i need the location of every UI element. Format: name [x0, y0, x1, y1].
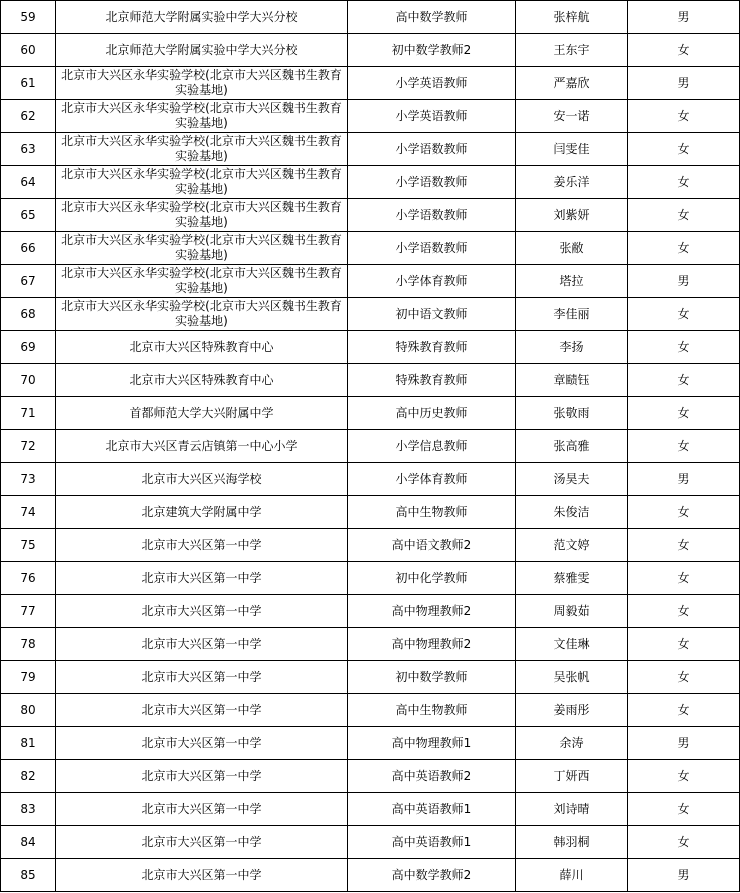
table-row	[1, 1, 740, 34]
table-row	[1, 265, 740, 298]
table-row	[1, 562, 740, 595]
table-row	[1, 133, 740, 166]
cell-name: 李佳丽	[516, 298, 628, 331]
cell-school: 北京市大兴区第一中学	[56, 661, 348, 694]
cell-position: 小学英语教师	[348, 100, 516, 133]
cell-school: 北京市大兴区第一中学	[56, 529, 348, 562]
cell-number: 63	[1, 133, 56, 166]
cell-name: 张高雅	[516, 430, 628, 463]
cell-position: 高中数学教师	[348, 1, 516, 34]
cell-gender: 女	[628, 232, 740, 265]
cell-gender: 女	[628, 529, 740, 562]
table-row	[1, 397, 740, 430]
table-row	[1, 859, 740, 892]
cell-position: 小学语数教师	[348, 166, 516, 199]
table-row	[1, 232, 740, 265]
cell-school: 北京市大兴区第一中学	[56, 826, 348, 859]
table-row	[1, 67, 740, 100]
cell-gender: 女	[628, 100, 740, 133]
cell-number: 69	[1, 331, 56, 364]
cell-name: 朱俊洁	[516, 496, 628, 529]
cell-gender: 女	[628, 364, 740, 397]
roster-body	[1, 1, 740, 892]
cell-school: 北京市大兴区第一中学	[56, 694, 348, 727]
cell-number: 68	[1, 298, 56, 331]
cell-name: 刘紫妍	[516, 199, 628, 232]
table-row	[1, 628, 740, 661]
cell-number: 75	[1, 529, 56, 562]
cell-position: 特殊教育教师	[348, 331, 516, 364]
cell-school: 北京市大兴区第一中学	[56, 859, 348, 892]
cell-school: 北京市大兴区特殊教育中心	[56, 331, 348, 364]
cell-school: 北京建筑大学附属中学	[56, 496, 348, 529]
table-row	[1, 430, 740, 463]
cell-name: 吴张帆	[516, 661, 628, 694]
cell-number: 85	[1, 859, 56, 892]
cell-position: 小学体育教师	[348, 463, 516, 496]
cell-number: 76	[1, 562, 56, 595]
cell-school: 北京市大兴区青云店镇第一中心小学	[56, 430, 348, 463]
cell-gender: 女	[628, 628, 740, 661]
table-row	[1, 793, 740, 826]
cell-gender: 女	[628, 34, 740, 67]
cell-school: 北京市大兴区永华实验学校(北京市大兴区魏书生教育实验基地)	[56, 298, 348, 331]
cell-position: 高中英语教师2	[348, 760, 516, 793]
cell-gender: 女	[628, 496, 740, 529]
cell-number: 61	[1, 67, 56, 100]
cell-name: 刘诗晴	[516, 793, 628, 826]
cell-name: 李扬	[516, 331, 628, 364]
table-row	[1, 694, 740, 727]
table-row	[1, 529, 740, 562]
table-row	[1, 100, 740, 133]
cell-gender: 男	[628, 859, 740, 892]
cell-gender: 女	[628, 430, 740, 463]
cell-position: 高中生物教师	[348, 694, 516, 727]
cell-position: 小学语数教师	[348, 133, 516, 166]
cell-name: 蔡雅雯	[516, 562, 628, 595]
cell-position: 高中英语教师1	[348, 793, 516, 826]
table-row	[1, 496, 740, 529]
cell-number: 78	[1, 628, 56, 661]
table-row	[1, 364, 740, 397]
cell-number: 64	[1, 166, 56, 199]
cell-school: 北京市大兴区特殊教育中心	[56, 364, 348, 397]
cell-position: 高中数学教师2	[348, 859, 516, 892]
cell-number: 77	[1, 595, 56, 628]
cell-name: 周毅茹	[516, 595, 628, 628]
cell-school: 北京师范大学附属实验中学大兴分校	[56, 1, 348, 34]
cell-gender: 男	[628, 727, 740, 760]
cell-school: 北京市大兴区永华实验学校(北京市大兴区魏书生教育实验基地)	[56, 100, 348, 133]
cell-gender: 女	[628, 199, 740, 232]
cell-gender: 女	[628, 793, 740, 826]
cell-number: 72	[1, 430, 56, 463]
cell-number: 83	[1, 793, 56, 826]
cell-gender: 男	[628, 463, 740, 496]
cell-number: 67	[1, 265, 56, 298]
cell-school: 北京市大兴区第一中学	[56, 628, 348, 661]
table-row	[1, 760, 740, 793]
cell-position: 小学英语教师	[348, 67, 516, 100]
cell-number: 84	[1, 826, 56, 859]
cell-name: 姜乐洋	[516, 166, 628, 199]
cell-name: 范文婷	[516, 529, 628, 562]
cell-name: 张敬雨	[516, 397, 628, 430]
cell-name: 薛川	[516, 859, 628, 892]
cell-name: 余涛	[516, 727, 628, 760]
cell-name: 汤昊夫	[516, 463, 628, 496]
cell-number: 70	[1, 364, 56, 397]
cell-position: 高中物理教师2	[348, 628, 516, 661]
cell-school: 北京市大兴区第一中学	[56, 562, 348, 595]
cell-school: 北京市大兴区永华实验学校(北京市大兴区魏书生教育实验基地)	[56, 265, 348, 298]
table-row	[1, 826, 740, 859]
cell-number: 73	[1, 463, 56, 496]
cell-position: 高中历史教师	[348, 397, 516, 430]
cell-number: 82	[1, 760, 56, 793]
cell-name: 文佳琳	[516, 628, 628, 661]
cell-name: 张梓航	[516, 1, 628, 34]
cell-position: 小学体育教师	[348, 265, 516, 298]
cell-gender: 女	[628, 298, 740, 331]
cell-gender: 女	[628, 331, 740, 364]
table-row	[1, 298, 740, 331]
cell-position: 初中化学教师	[348, 562, 516, 595]
cell-number: 80	[1, 694, 56, 727]
cell-gender: 男	[628, 265, 740, 298]
cell-school: 北京市大兴区永华实验学校(北京市大兴区魏书生教育实验基地)	[56, 232, 348, 265]
cell-name: 安一诺	[516, 100, 628, 133]
cell-gender: 女	[628, 397, 740, 430]
cell-gender: 女	[628, 133, 740, 166]
cell-gender: 女	[628, 760, 740, 793]
cell-number: 60	[1, 34, 56, 67]
cell-school: 北京市大兴区永华实验学校(北京市大兴区魏书生教育实验基地)	[56, 166, 348, 199]
cell-name: 王东宇	[516, 34, 628, 67]
cell-number: 65	[1, 199, 56, 232]
table-row	[1, 331, 740, 364]
cell-position: 高中生物教师	[348, 496, 516, 529]
cell-position: 高中英语教师1	[348, 826, 516, 859]
cell-school: 北京市大兴区永华实验学校(北京市大兴区魏书生教育实验基地)	[56, 199, 348, 232]
cell-number: 59	[1, 1, 56, 34]
cell-number: 62	[1, 100, 56, 133]
table-row	[1, 463, 740, 496]
table-row	[1, 34, 740, 67]
cell-position: 高中物理教师2	[348, 595, 516, 628]
cell-number: 71	[1, 397, 56, 430]
cell-number: 81	[1, 727, 56, 760]
cell-number: 74	[1, 496, 56, 529]
cell-name: 张敝	[516, 232, 628, 265]
cell-name: 闫雯佳	[516, 133, 628, 166]
cell-position: 初中数学教师2	[348, 34, 516, 67]
cell-position: 高中物理教师1	[348, 727, 516, 760]
cell-position: 初中数学教师	[348, 661, 516, 694]
cell-position: 高中语文教师2	[348, 529, 516, 562]
cell-gender: 男	[628, 1, 740, 34]
cell-school: 北京市大兴区第一中学	[56, 760, 348, 793]
cell-name: 塔拉	[516, 265, 628, 298]
cell-school: 北京市大兴区第一中学	[56, 793, 348, 826]
table-row	[1, 199, 740, 232]
cell-number: 79	[1, 661, 56, 694]
cell-gender: 女	[628, 562, 740, 595]
cell-position: 初中语文教师	[348, 298, 516, 331]
cell-gender: 女	[628, 826, 740, 859]
cell-school: 北京师范大学附属实验中学大兴分校	[56, 34, 348, 67]
cell-position: 小学信息教师	[348, 430, 516, 463]
cell-name: 韩羽桐	[516, 826, 628, 859]
cell-gender: 女	[628, 661, 740, 694]
cell-gender: 女	[628, 595, 740, 628]
cell-school: 北京市大兴区第一中学	[56, 727, 348, 760]
cell-school: 北京市大兴区兴海学校	[56, 463, 348, 496]
cell-school: 北京市大兴区第一中学	[56, 595, 348, 628]
cell-position: 特殊教育教师	[348, 364, 516, 397]
cell-number: 66	[1, 232, 56, 265]
cell-name: 严嘉欣	[516, 67, 628, 100]
cell-name: 丁妍西	[516, 760, 628, 793]
cell-gender: 女	[628, 694, 740, 727]
table-row	[1, 166, 740, 199]
cell-position: 小学语数教师	[348, 232, 516, 265]
cell-gender: 女	[628, 166, 740, 199]
cell-school: 北京市大兴区永华实验学校(北京市大兴区魏书生教育实验基地)	[56, 133, 348, 166]
cell-gender: 男	[628, 67, 740, 100]
cell-school: 北京市大兴区永华实验学校(北京市大兴区魏书生教育实验基地)	[56, 67, 348, 100]
cell-name: 章赜钰	[516, 364, 628, 397]
table-row	[1, 661, 740, 694]
cell-position: 小学语数教师	[348, 199, 516, 232]
table-row	[1, 727, 740, 760]
cell-school: 首都师范大学大兴附属中学	[56, 397, 348, 430]
cell-name: 姜雨彤	[516, 694, 628, 727]
table-row	[1, 595, 740, 628]
